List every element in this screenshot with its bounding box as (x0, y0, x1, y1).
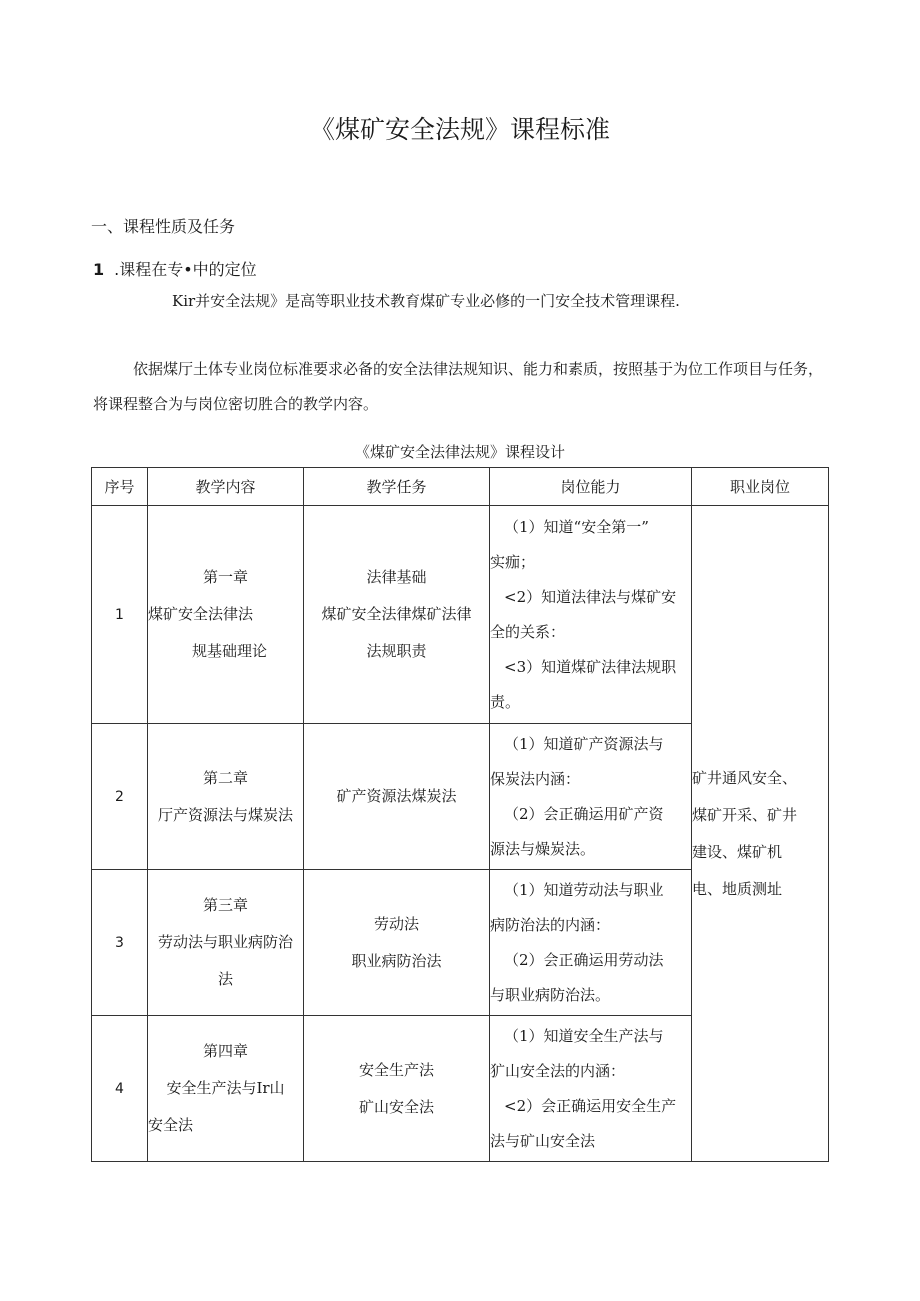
row-ability (490, 870, 692, 1016)
post-line: 建设、煤矿机 (692, 842, 783, 861)
task-line: 法规职责 (366, 642, 427, 660)
ability-line: 源法与燥炭法。 (490, 839, 596, 858)
row-content (148, 506, 304, 724)
ability-line: 实痂； (490, 552, 536, 571)
table-row (92, 506, 829, 724)
task-line: 职业病防治法 (351, 951, 442, 970)
ability-line: （2）会正确运用劳动法 (504, 950, 664, 969)
ability-line: 法与矿山安全法 (490, 1131, 596, 1150)
task-line: 煤矿安全法律煤矿法律 (321, 605, 472, 623)
content-line: 规基础理论 (191, 642, 267, 660)
header-content: 教学内容 (148, 468, 304, 506)
row-content (148, 724, 304, 870)
ability-line: （1）知道劳动法与职业 (504, 880, 664, 899)
ability-line: <3）知道煤矿法律法规职 (504, 657, 677, 676)
content-line: 安全法 (148, 1116, 194, 1134)
row-task (304, 506, 490, 724)
row-ability (490, 506, 692, 724)
row-seq: 2 (92, 724, 148, 870)
ability-line: （1）知道“安全第一” (504, 517, 649, 536)
course-design-table (91, 467, 829, 1162)
content-line: 煤矿安全法律法 (148, 605, 254, 623)
row-seq: 3 (92, 870, 148, 1016)
section-heading-1: 一、课程性质及任务 (91, 217, 236, 236)
header-ability: 岗位能力 (490, 468, 692, 506)
content-line: 第四章 (202, 1042, 248, 1060)
content-line: 安全生产法与Ir山 (166, 1079, 285, 1097)
ability-line: <2）知道法律法与煤矿安 (504, 587, 677, 606)
task-line: 安全生产法 (358, 1060, 434, 1079)
row-seq: 1 (92, 506, 148, 724)
row-task (304, 1016, 490, 1162)
row-task (304, 724, 490, 870)
ability-line: （1）知道矿产资源法与 (504, 734, 664, 753)
paragraph-basis: 依据煤厅土体专业岗位标准要求必备的安全法律法规知识、能力和素质，按照基于为位工作项目与任务，将课程整合为与岗位密切胜合的教学内容。 (93, 360, 824, 413)
ability-line: （2）会正确运用矿产资 (504, 804, 664, 823)
content-line: 第三章 (202, 896, 248, 914)
document-title: 《煤矿安全法规》课程标准 (309, 115, 610, 144)
content-line: 法 (217, 970, 233, 988)
header-seq: 序号 (92, 468, 148, 506)
ability-line: 犷山安全法的内涵： (490, 1061, 626, 1080)
header-task: 教学任务 (304, 468, 490, 506)
row-content (148, 1016, 304, 1162)
content-line: 第一章 (202, 568, 248, 586)
ability-line: 与职业病防治法。 (490, 985, 611, 1004)
task-line: 劳动法 (373, 914, 419, 933)
ability-line: 保炭法内涵： (490, 769, 581, 788)
post-line: 矿井通风安全、 (692, 768, 798, 787)
ability-line: （1）知道安全生产法与 (504, 1026, 664, 1045)
ability-line: <2）会正确运用安全生产 (504, 1096, 677, 1115)
task-line: 法律基础 (366, 568, 427, 586)
task-line: 矿产资源法煤炭法 (336, 787, 457, 805)
row-seq: 4 (92, 1016, 148, 1162)
post-line: 电、地质测址 (692, 879, 783, 898)
content-line: 第二章 (202, 768, 248, 787)
row-content (148, 870, 304, 1016)
subsection-number: 1 (93, 260, 105, 279)
ability-line: 病防治法的内涵： (490, 915, 611, 934)
post-line: 煤矿开采、矿井 (692, 805, 798, 824)
table-header-row (92, 468, 829, 506)
ability-line: 全的关系： (490, 622, 566, 641)
content-line: 厅产资源法与煤炭法 (157, 805, 293, 824)
ability-line: 责。 (490, 692, 521, 711)
subsection-heading-1 (93, 257, 257, 280)
content-line: 劳动法与职业病防治 (157, 933, 293, 951)
row-ability (490, 724, 692, 870)
row-ability (490, 1016, 692, 1162)
row-post (692, 506, 829, 1162)
row-task (304, 870, 490, 1016)
table-caption: 《煤矿安全法律法规》课程设计 (354, 443, 565, 461)
subsection-title: .课程在专•中的定位 (114, 260, 257, 279)
task-line: 矿山安全法 (358, 1097, 434, 1116)
header-post: 职业岗位 (692, 468, 829, 506)
paragraph-positioning: Kir并安全法规》是高等职业技术教育煤矿专业必修的一门安全技术管理课程. (172, 292, 680, 310)
